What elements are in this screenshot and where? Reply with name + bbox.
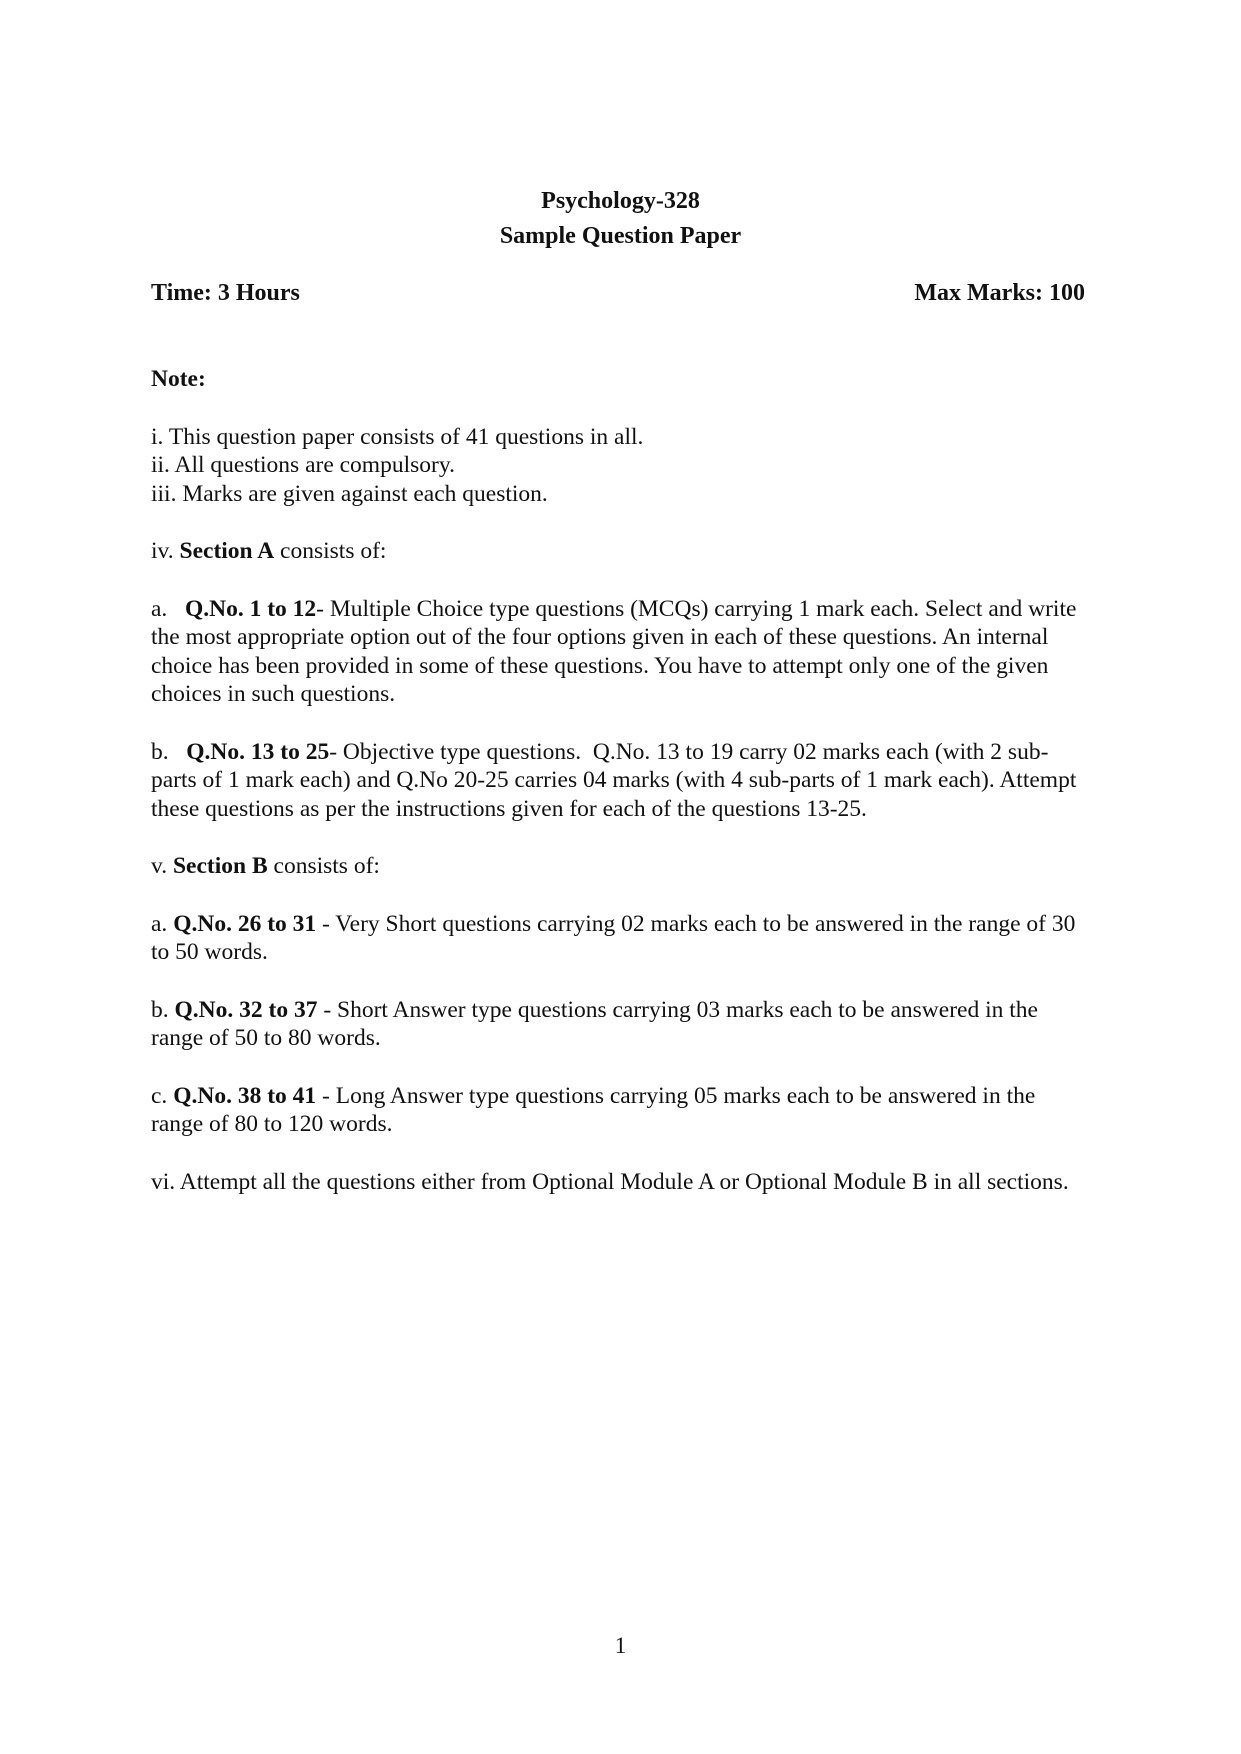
instruction-item: iii. Marks are given against each question. xyxy=(151,480,548,507)
instructions-body xyxy=(151,365,1089,1196)
section-b-name: Section B xyxy=(172,853,268,879)
final-instruction: vi. Attempt all the questions either from Optional Module A or Optional Module B in all sections. xyxy=(151,1168,1069,1195)
section-b-heading: v. Section B consists of: xyxy=(151,853,380,879)
question-range: Q.No. 13 to 25 xyxy=(186,738,330,765)
question-range: Q.No. 26 to 31 xyxy=(173,910,317,937)
section-a-name: Section A xyxy=(179,538,275,564)
subject-title: Psychology-328 xyxy=(541,188,700,214)
max-marks-label: Max Marks: 100 xyxy=(914,280,1085,306)
section-b-item-c: c. Q.No. 38 to 41 - Long Answer type questions carrying 05 marks each to be answered in the range of 80 to 120 words. xyxy=(151,1082,1036,1137)
time-label: Time: 3 Hours xyxy=(151,280,300,306)
note-heading: Note: xyxy=(151,366,206,392)
page-number: 1 xyxy=(614,1633,627,1658)
section-a-item-b: b. Q.No. 13 to 25- Objective type questions. Q.No. 13 to 19 carry 02 marks each (with 2 sub- parts of 1 mark each) and Q.No 20-25 carries 04 marks (with 4 sub-parts of 1 mark each). Attempt these questions as per the instructions given for each of the questions 13-25. xyxy=(151,738,1083,822)
question-range: Q.No. 32 to 37 xyxy=(174,996,318,1023)
paper-title: Sample Question Paper xyxy=(499,223,742,249)
question-range: Q.No. 38 to 41 xyxy=(173,1082,317,1109)
section-a-heading: iv. Section A consists of: xyxy=(151,538,387,564)
exam-meta-row xyxy=(151,279,1085,308)
section-a-item-a: a. Q.No. 1 to 12- Multiple Choice type questions (MCQs) carrying 1 mark each. Select and write the most appropriate option out of the four options given in each of these questions. An internal choice has been provided in some of these questions. You have to attempt only one of the given choices in such questions. xyxy=(151,595,1077,707)
instruction-item: i. This question paper consists of 41 questions in all. xyxy=(151,423,644,450)
question-range: Q.No. 1 to 12 xyxy=(184,595,317,622)
general-instructions xyxy=(151,423,1089,509)
instruction-item: ii. All questions are compulsory. xyxy=(151,452,455,478)
section-b-item-a: a. Q.No. 26 to 31 - Very Short questions carrying 02 marks each to be answered in the range of 30 to 50 words. xyxy=(151,910,1076,965)
section-b-item-b: b. Q.No. 32 to 37 - Short Answer type questions carrying 03 marks each to be answered in the range of 50 to 80 words. xyxy=(151,996,1038,1051)
